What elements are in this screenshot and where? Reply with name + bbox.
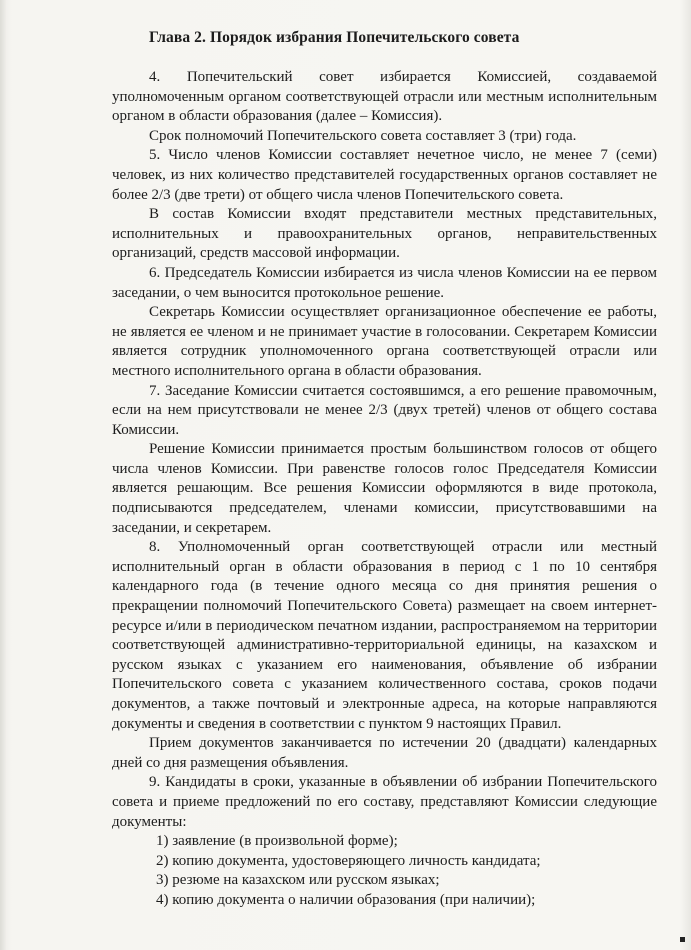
paragraph-4: 4. Попечительский совет избирается Комиссией, создаваемой уполномоченным органом соответствующей отрасли или местным исполнительным органом в области образования (далее – Комиссия). xyxy=(112,69,657,125)
list-item: 1) заявление (в произвольной форме); xyxy=(156,833,398,850)
paragraph-deadline: Прием документов заканчивается по истечении 20 (двадцати) календарных дней со дня размещения объявления. xyxy=(112,735,657,771)
paragraph-9: 9. Кандидаты в сроки, указанные в объявлении об избрании Попечительского совета и приеме предложений по его составу, представляют Комиссии следующие документы: xyxy=(112,774,657,830)
paragraph-5: 5. Число членов Комиссии составляет нечетное число, не менее 7 (семи) человек, из них количество представителей государственных органов составляет не более 2/3 (две трети) от общего числа членов Попечительского совета. xyxy=(112,147,657,203)
document-body xyxy=(112,68,657,911)
list-item: 2) копию документа, удостоверяющего личность кандидата; xyxy=(156,852,541,869)
paragraph-8: 8. Уполномоченный орган соответствующей отрасли или местный исполнительный орган в области образования в период с 1 по 10 сентября календарного года (в течение одного месяца со дня принятия решения о прекращении полномочий Попечительского Совета) размещает на своем интернет-ресурсе и/или в периодическом печатном издании, распространяемом на территории соответствующей административно-территориальной единицы, на казахском и русском языках с указанием его наименования, объявление об избрании Попечительского совета с указанием количественного состава, сроков подачи документов, а также почтовый и электронные адреса, на которые направляются документы и сведения в соответствии с пунктом 9 настоящих Правил. xyxy=(112,539,657,732)
scan-mark xyxy=(680,937,685,942)
scan-edge xyxy=(0,0,6,950)
paragraph-composition: В состав Комиссии входят представители местных представительных, исполнительных и правоохранительных органов, неправительственных организаций, средств массовой информации. xyxy=(112,206,657,262)
chapter-heading: Глава 2. Порядок избрания Попечительского совета xyxy=(149,29,520,46)
paragraph-decision: Решение Комиссии принимается простым большинством голосов от общего числа членов Комиссии. При равенстве голосов голос Председателя Комиссии является решающим. Все решения Комиссии оформляются в виде протокола, подписываются председателем, членами комиссии, присутствовавшими на заседании, и секретарем. xyxy=(112,441,657,536)
paragraph-secretary: Секретарь Комиссии осуществляет организационное обеспечение ее работы, не является ее членом и не принимает участие в голосовании. Секретарем Комиссии является сотрудник уполномоченного органа соответствующей отрасли или местного исполнительного органа в области образования. xyxy=(112,304,657,379)
list-item: 4) копию документа о наличии образования (при наличии); xyxy=(156,891,536,908)
paragraph-term: Срок полномочий Попечительского совета составляет 3 (три) года. xyxy=(149,127,577,144)
paragraph-6: 6. Председатель Комиссии избирается из числа членов Комиссии на ее первом заседании, о чем выносится протокольное решение. xyxy=(112,264,657,301)
paragraph-7: 7. Заседание Комиссии считается состоявшимся, а его решение правомочным, если на нем присутствовали не менее 2/3 (двух третей) членов от общего состава Комиссии. xyxy=(112,382,657,438)
list-item: 3) резюме на казахском или русском языках; xyxy=(156,872,440,889)
